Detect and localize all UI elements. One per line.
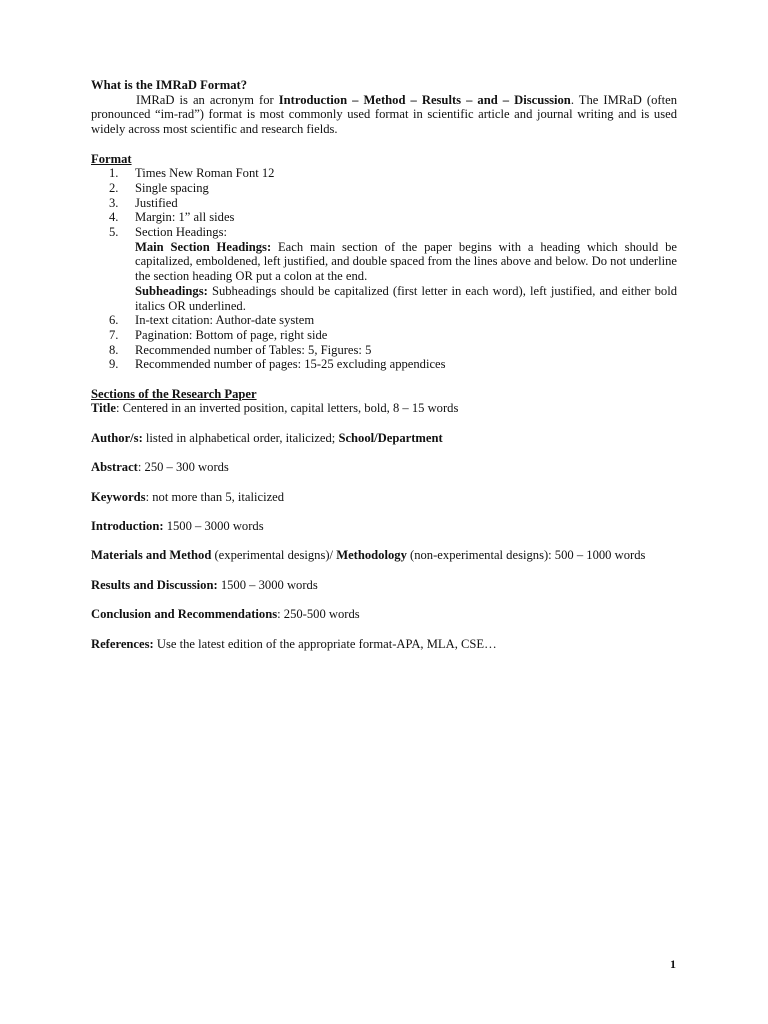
page-heading: What is the IMRaD Format? bbox=[91, 78, 248, 92]
list-item: 1. Times New Roman Font 12 bbox=[109, 166, 275, 181]
format-heading: Format bbox=[91, 151, 132, 166]
page-number: 1 bbox=[670, 957, 676, 971]
intro-paragraph: IMRaD is an acronym for Introduction – Method – Results – and – Discussion. The IMRaD (often pronounced “im-rad”) format is most commonly used format in scientific article and journal writing and is used widely across most scientific and research fields. bbox=[91, 92, 677, 137]
section-introduction-entry: Introduction: 1500 – 3000 words bbox=[91, 519, 264, 533]
page-content bbox=[91, 78, 677, 651]
section-conclusion-entry: Conclusion and Recommendations: 250-500 words bbox=[91, 607, 360, 622]
list-item: 8. Recommended number of Tables: 5, Figures: 5 bbox=[109, 342, 372, 357]
list-item: 2. Single spacing bbox=[109, 180, 209, 195]
section-references-entry: References: Use the latest edition of the appropriate format-APA, MLA, CSE… bbox=[91, 636, 497, 651]
section-materials-entry: Materials and Method (experimental designs)/ Methodology (non-experimental designs): 500 – 1000 words bbox=[91, 548, 646, 563]
list-item: 6. In-text citation: Author-date system bbox=[109, 313, 315, 328]
sections-heading: Sections of the Research Paper bbox=[91, 386, 257, 401]
main-section-headings-note: Main Section Headings: Each main section of the paper begins with a heading which should be capitalized, emboldened, left justified, and double spaced from the lines above and below. Do not underline the section heading OR put a colon at the end. bbox=[135, 239, 677, 284]
section-abstract-entry: Abstract: 250 – 300 words bbox=[91, 460, 229, 475]
sections-list bbox=[91, 401, 677, 651]
format-list bbox=[91, 166, 677, 372]
subheadings-note: Subheadings: Subheadings should be capitalized (first letter in each word), left justified, and either bold italics OR underlined. bbox=[135, 283, 677, 313]
list-item: 4. Margin: 1” all sides bbox=[109, 210, 235, 225]
list-item: 3. Justified bbox=[109, 195, 178, 210]
section-title-entry: Title: Centered in an inverted position, capital letters, bold, 8 – 15 words bbox=[91, 401, 459, 416]
list-item: 9. Recommended number of pages: 15-25 excluding appendices bbox=[109, 357, 446, 372]
section-results-entry: Results and Discussion: 1500 – 3000 words bbox=[91, 577, 318, 592]
list-item: 5. Section Headings: Main Section Headings: Each main section of the paper begins with a heading which should be capitalized, emboldened, left justified, and double spaced from the lines above and below. Do not underline the section heading OR put a colon at the end. Subheadings: Subheadings should be capitalized (first letter in each word), left justified, and either bold italics OR underlined. bbox=[109, 225, 677, 313]
list-item: 7. Pagination: Bottom of page, right side bbox=[109, 327, 328, 342]
section-author-entry: Author/s: listed in alphabetical order, italicized; School/Department bbox=[91, 430, 443, 445]
section-keywords-entry: Keywords: not more than 5, italicized bbox=[91, 489, 285, 504]
